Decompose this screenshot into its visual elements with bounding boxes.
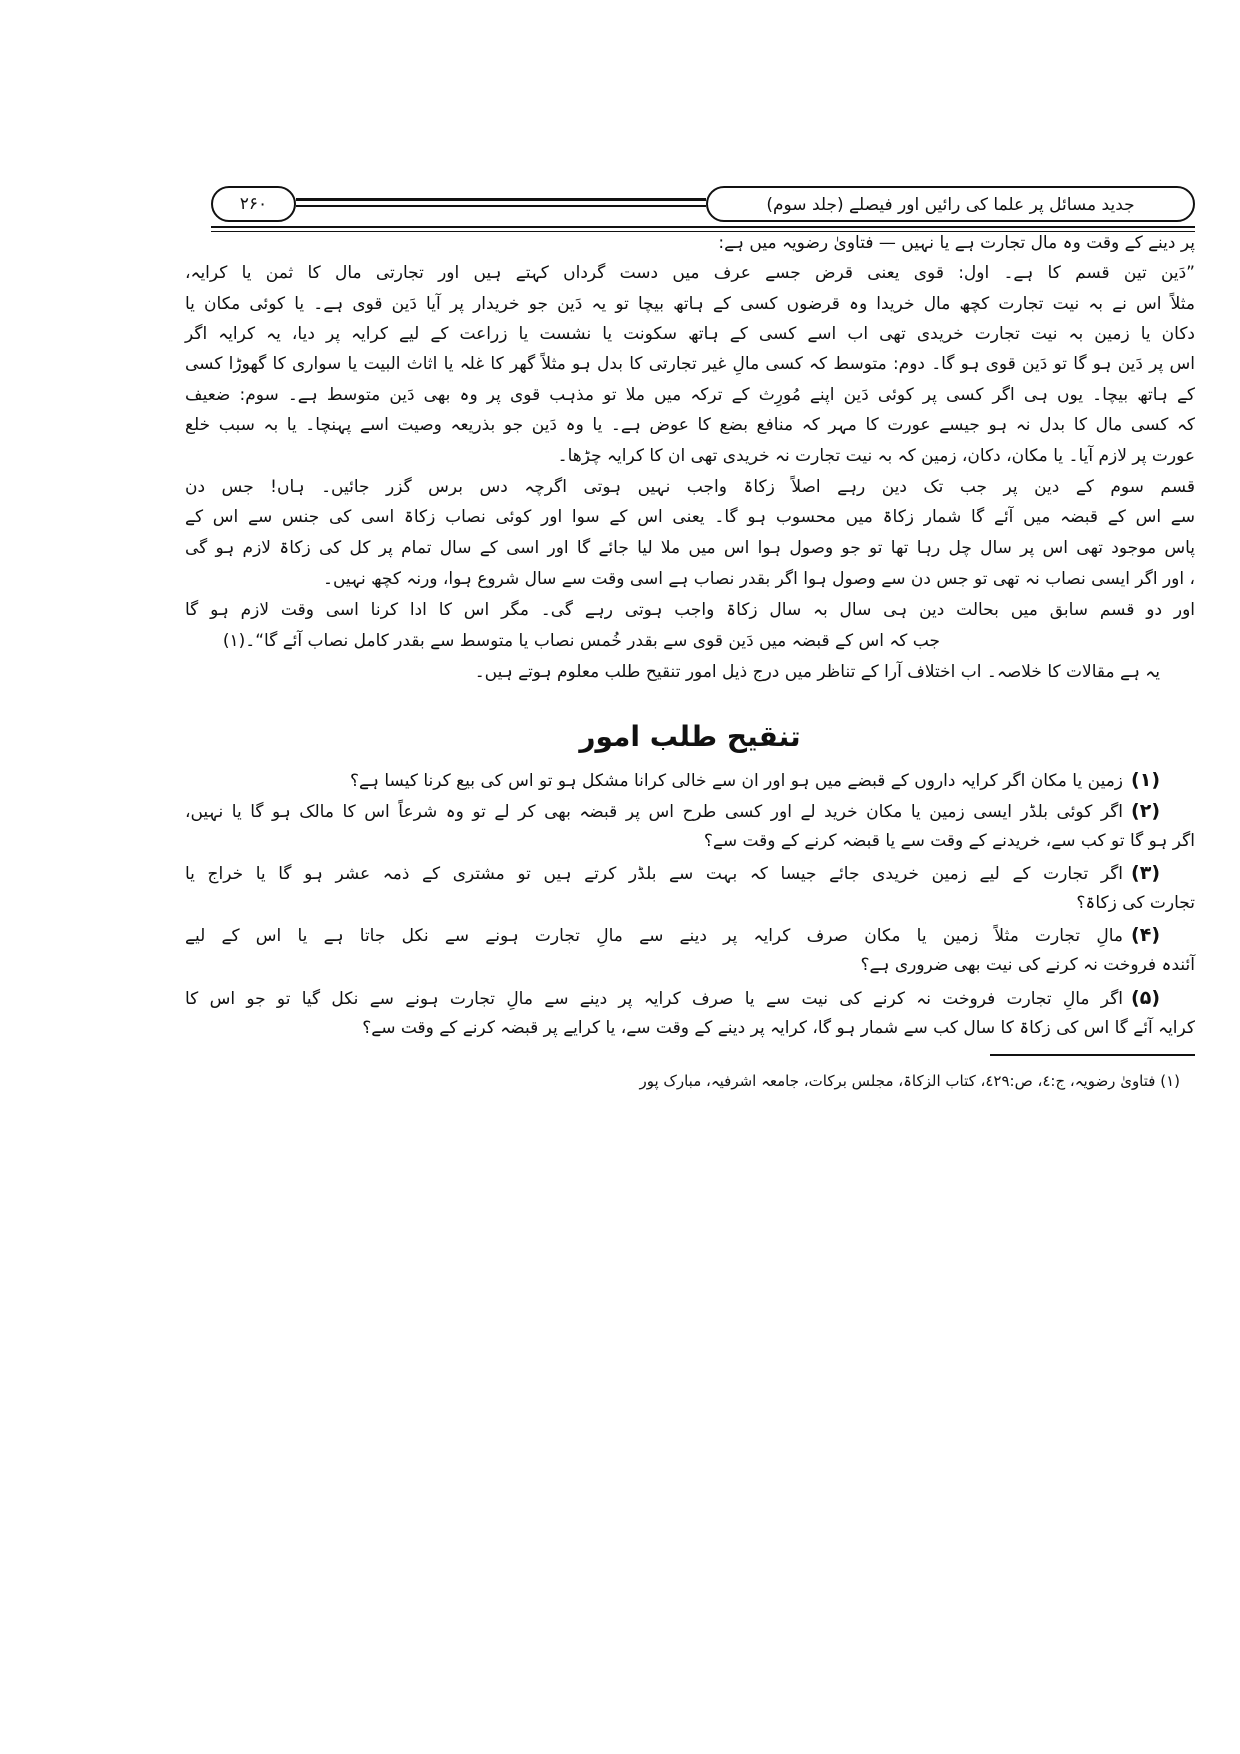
body-line: ”دَین تین قسم کا ہے۔ اول: قوی یعنی قرض جسے عرف میں دست گرداں کہتے ہیں اور تجارتی مال کا ثمن یا کرایہ، bbox=[185, 263, 1195, 283]
question-text: اگر کوئی بلڈر ایسی زمین یا مکان خرید لے اور کسی طرح اس پر قبضہ بھی کر لے تو وہ شرعاً اس کا مالک ہو گا یا نہیں، bbox=[185, 802, 1124, 822]
body-line: سے اس کے قبضہ میں آئے گا شمار زکاۃ میں محسوب ہو گا۔ یعنی اس کے سوا اور کوئی نصاب زکاۃ اسی کی جنس سے اس کے bbox=[185, 507, 1195, 527]
body-line: ، اور اگر ایسی نصاب نہ تھی تو جس دن سے وصول ہوا اگر بقدر نصاب ہے اسی وقت سے سال شروع ہوا، ورنہ کچھ نہیں۔ bbox=[323, 569, 1195, 589]
body-line: دکان یا زمین بہ نیت تجارت خریدی تھی اب اسے کسی کے ہاتھ سکونت یا نشست یا زراعت کے لیے کرایہ پر دیا، یہ کرایہ اگر bbox=[185, 324, 1195, 344]
body-line: اس پر دَین ہو گا تو دَین قوی ہو گا۔ دوم: متوسط کہ کسی مالِ غیر تجارتی کا بدل ہو مثلاً گھر کا غلہ یا اثاث البیت یا سواری کا گھوڑا کسی bbox=[185, 354, 1195, 374]
question-continuation: تجارت کی زکاۃ؟ bbox=[1076, 893, 1195, 913]
body-line: جب کہ اس کے قبضہ میں دَین قوی سے بقدر خُمس نصاب یا متوسط سے بقدر کامل نصاب آئے گا“۔(۱) bbox=[222, 631, 940, 651]
question-number: (۳) bbox=[1131, 862, 1160, 884]
footnote-rule bbox=[990, 1054, 1195, 1056]
question-text: مالِ تجارت مثلاً زمین یا مکان صرف کرایہ پر دینے سے مالِ تجارت ہونے سے نکل جاتا ہے یا اس کے لیے bbox=[185, 926, 1124, 946]
question-text: اگر تجارت کے لیے زمین خریدی جائے جیسا کہ بہت سے بلڈر کرتے ہیں تو مشتری کے ذمہ عشر ہو گا یا خراج یا bbox=[185, 864, 1124, 884]
question-1 bbox=[185, 766, 1160, 795]
question-number: (۴) bbox=[1131, 924, 1160, 946]
body-line: مثلاً اس نے بہ نیت تجارت کچھ مال خریدا وہ قرضوں کسی کے ہاتھ بیچا تو یہ دَین جو خریدار پر آیا دَین قوی ہے۔ یا کوئی مکان یا bbox=[185, 294, 1195, 314]
body-line: کے ہاتھ بیچا۔ یوں ہی اگر کسی پر کوئی دَین اپنے مُورِث کے ترکہ میں ملا تو مذہب قوی پر وہ بھی دَین متوسط ہے۔ سوم: ضعیف bbox=[185, 385, 1195, 405]
running-title bbox=[706, 186, 1195, 222]
question-text: زمین یا مکان اگر کرایہ داروں کے قبضے میں ہو اور ان سے خالی کرانا مشکل ہو تو اس کی بیع کرنا کیسا ہے؟ bbox=[350, 771, 1124, 791]
body-line: کہ کسی مال کا بدل نہ ہو جیسے عورت کا مہر کہ منافع بضع کا عوض ہے۔ یا وہ دَین جو بذریعہ وصیت اسے پہنچا۔ یا بہ سبب خلع bbox=[185, 415, 1196, 435]
header-divider bbox=[296, 198, 706, 201]
footnote: (۱) فتاویٰ رضویہ، ج:٤، ص:٤٢٩، کتاب الزکاۃ، مجلس برکات، جامعہ اشرفیہ، مبارک پور bbox=[639, 1072, 1180, 1090]
question-continuation: آئندہ فروخت نہ کرنے کی نیت بھی ضروری ہے؟ bbox=[860, 955, 1195, 975]
question-number: (۱) bbox=[1131, 769, 1160, 791]
header-divider bbox=[296, 205, 706, 207]
body-line: عورت پر لازم آیا۔ یا مکان، دکان، زمین کہ بہ نیت تجارت نہ خریدی تھی ان کا کرایہ چڑھا۔ bbox=[557, 446, 1195, 466]
header-rule bbox=[211, 226, 1195, 228]
body-line: قسم سوم کے دین پر جب تک دین رہے اصلاً زکاۃ واجب نہیں ہوتی اگرچہ دس برس گزر جائیں۔ ہاں! جس دن bbox=[185, 477, 1195, 497]
question-continuation: اگر ہو گا تو کب سے، خریدنے کے وقت سے یا قبضہ کرنے کے وقت سے؟ bbox=[703, 831, 1195, 851]
question-5 bbox=[185, 984, 1160, 1013]
body-line: پاس موجود تھی اس پر سال چل رہا تھا تو جو وصول ہوا اس میں ملا لیا جائے گا اور اسی کے سال تمام پر کل کی زکاۃ لازم ہو گی bbox=[185, 538, 1195, 558]
body-line: پر دینے کے وقت وہ مال تجارت ہے یا نہیں — فتاویٰ رضویہ میں ہے: bbox=[718, 233, 1195, 253]
page-number-box bbox=[211, 186, 296, 222]
body-line: اور دو قسم سابق میں بحالت دین ہی سال بہ سال زکاۃ واجب ہوتی رہے گی۔ مگر اس کا ادا کرنا اسی وقت لازم ہو گا bbox=[185, 600, 1195, 620]
question-3 bbox=[185, 859, 1160, 888]
page-number: ۲۶۰ bbox=[239, 194, 268, 214]
question-continuation: کرایہ آئے گا اس کی زکاۃ کا سال کب سے شمار ہو گا، کرایہ پر دینے کے وقت سے، یا کرایے پر قبضہ کرنے کے وقت سے؟ bbox=[362, 1018, 1195, 1038]
body-line: یہ ہے مقالات کا خلاصہ۔ اب اختلاف آرا کے تناظر میں درج ذیل امور تنقیح طلب معلوم ہوتے ہیں۔ bbox=[474, 662, 1160, 682]
question-4 bbox=[185, 921, 1160, 950]
section-heading: تنقیح طلب امور bbox=[579, 720, 801, 753]
question-number: (۲) bbox=[1131, 800, 1160, 822]
question-text: اگر مالِ تجارت فروخت نہ کرنے کی نیت سے یا صرف کرایہ پر دینے سے مالِ تجارت ہونے سے نکل گیا تو جو اس کا bbox=[185, 989, 1124, 1009]
question-number: (۵) bbox=[1131, 987, 1160, 1009]
question-2 bbox=[185, 797, 1160, 826]
book-title: جدید مسائل پر علما کی رائیں اور فیصلے (جلد سوم) bbox=[766, 194, 1135, 215]
